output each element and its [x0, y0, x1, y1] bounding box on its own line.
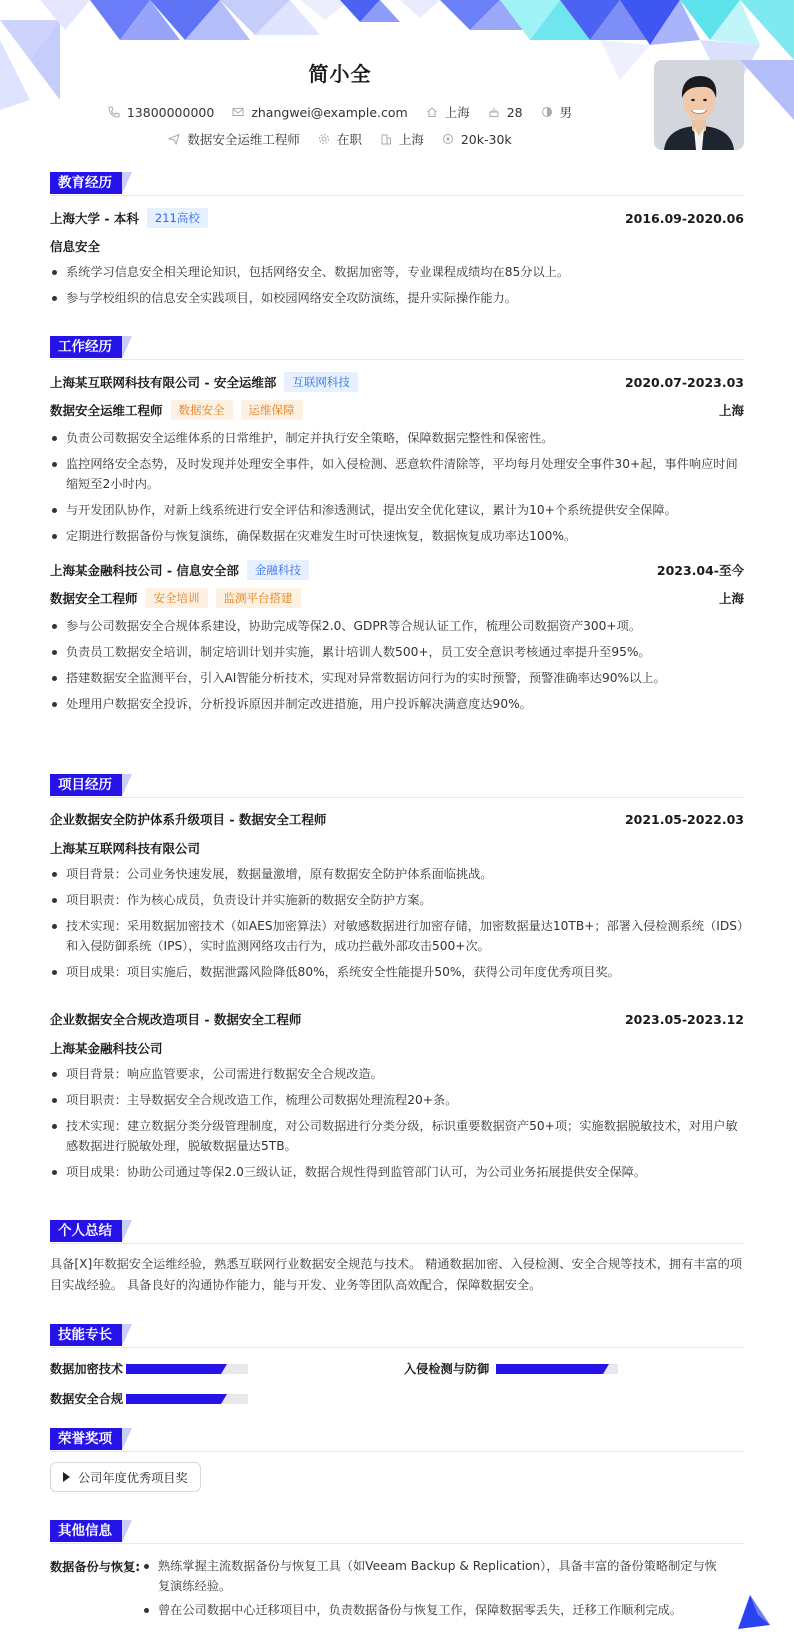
- job-1-date: 2020.07-2023.03: [624, 374, 744, 390]
- skill-item: [50, 1390, 248, 1407]
- skill-fill: [126, 1364, 221, 1374]
- school-name: 上海大学 - 本科: [50, 211, 139, 226]
- list-item: 项目职责：主导数据安全合规改造工作，梳理公司数据处理流程20+条。: [50, 1090, 744, 1110]
- project-2-org: 上海某金融科技公司: [50, 1041, 163, 1056]
- status-text: 在职: [336, 132, 362, 147]
- work-header: [50, 334, 744, 360]
- list-item: 项目职责：作为核心成员，负责设计并实施新的数据安全防护方案。: [50, 890, 744, 910]
- education-date: 2016.09-2020.06: [624, 210, 744, 226]
- skills-header: [50, 1322, 744, 1348]
- job-2-tag-1: 安全培训: [146, 588, 208, 608]
- other-header: [50, 1518, 744, 1544]
- skill-fill: [126, 1394, 221, 1404]
- list-item: 技术实现：建立数据分类分级管理制度，对公司数据进行分类分级，标识重要数据资产50+项；实施数据脱敏技术，对用户敏感数据进行脱敏处理，脱敏数据量达5TB。: [50, 1116, 744, 1156]
- skills-title: 技能专长: [50, 1324, 122, 1346]
- list-item: 项目背景：公司业务快速发展，数据量激增，原有数据安全防护体系面临挑战。: [50, 864, 744, 884]
- job-2-tag-2: 监测平台搭建: [216, 588, 301, 608]
- skill-label: 数据加密技术: [50, 1362, 124, 1376]
- job-2-company-tag: 金融科技: [247, 560, 309, 580]
- summary-header: [50, 1218, 744, 1244]
- email-item: [232, 105, 407, 120]
- list-item: 负责公司数据安全运维体系的日常维护，制定并执行安全策略，保障数据完整性和保密性。: [50, 428, 744, 448]
- phone-item: [108, 105, 214, 120]
- other-bullets: [142, 1556, 722, 1624]
- work-section: [50, 334, 744, 711]
- list-item: 处理用户数据安全投诉，分析投诉原因并制定改进措施，用户投诉解决满意度达90%。: [50, 694, 744, 714]
- gender-item: [541, 103, 573, 121]
- avatar: [654, 60, 744, 150]
- salary-icon: [442, 133, 454, 145]
- job-2-role: 数据安全工程师: [50, 591, 138, 606]
- target-city-item: [380, 130, 424, 148]
- work-title: 工作经历: [50, 336, 122, 358]
- project-1-org: 上海某互联网科技有限公司: [50, 841, 201, 856]
- job-2-date: 2023.04-至今: [656, 563, 744, 578]
- major: 信息安全: [50, 239, 101, 254]
- other-title: 其他信息: [50, 1520, 122, 1542]
- job-intent-row: [0, 130, 680, 148]
- skill-label: 数据安全合规: [50, 1392, 124, 1406]
- job-1-company: 上海某互联网科技有限公司 - 安全运维部: [50, 375, 277, 390]
- target-job-item: [168, 130, 300, 148]
- project-1-name: 企业数据安全防护体系升级项目 - 数据安全工程师: [50, 812, 327, 827]
- skill-bar: [496, 1364, 618, 1374]
- job-1-tag-1: 数据安全: [171, 400, 233, 420]
- skill-bar: [126, 1364, 248, 1374]
- resume-header: [0, 0, 794, 160]
- location-text: 上海: [444, 105, 470, 120]
- age-text: 28: [506, 104, 523, 120]
- email-icon: [232, 106, 244, 118]
- list-item: 参与学校组织的信息安全实践项目，如校园网络安全攻防演练，提升实际操作能力。: [50, 288, 744, 308]
- contact-row: [0, 103, 680, 121]
- phone-text: 13800000000: [126, 104, 215, 120]
- projects-section: [50, 772, 744, 1179]
- cake-icon: [488, 106, 500, 118]
- job-2-role-row: [50, 588, 744, 608]
- job-2-city: 上海: [718, 591, 744, 606]
- project-1-row: [50, 810, 744, 828]
- other-section: [50, 1518, 744, 1617]
- list-item: 项目背景：响应监管要求，公司需进行数据安全合规改造。: [50, 1064, 744, 1084]
- list-item: 曾在公司数据中心迁移项目中，负责数据备份与恢复工作，保障数据零丢失，迁移工作顺利完成。: [142, 1600, 722, 1620]
- email-text: zhangwei@example.com: [251, 104, 408, 120]
- project-2-name: 企业数据安全合规改造项目 - 数据安全工程师: [50, 1012, 302, 1027]
- other-label: 数据备份与恢复:: [50, 1560, 141, 1574]
- major-row: [50, 237, 744, 255]
- gender-icon: [541, 106, 553, 118]
- job-2-bullets: [50, 616, 744, 720]
- school-tag: 211高校: [147, 208, 208, 228]
- education-title: 教育经历: [50, 172, 122, 194]
- project-1-date: 2021.05-2022.03: [624, 811, 744, 827]
- list-item: 参与公司数据安全合规体系建设，协助完成等保2.0、GDPR等合规认证工作，梳理公司数据资产300+项。: [50, 616, 744, 636]
- education-row: [50, 208, 744, 228]
- gender-text: 男: [559, 105, 573, 120]
- list-item: 监控网络安全态势，及时发现并处理安全事件，如入侵检测、恶意软件清除等，平均每月处理安全事件30+起，事件响应时间缩短至2小时内。: [50, 454, 744, 494]
- list-item: 定期进行数据备份与恢复演练，确保数据在灾难发生时可快速恢复，数据恢复成功率达100%。: [50, 526, 744, 546]
- list-item: 项目成果：协助公司通过等保2.0三级认证，数据合规性得到监管部门认可，为公司业务拓展提供安全保障。: [50, 1162, 744, 1182]
- location-item: [426, 103, 470, 121]
- project-2-date: 2023.05-2023.12: [624, 1011, 744, 1027]
- job-1-company-tag: 互联网科技: [284, 372, 358, 392]
- education-bullets: [50, 262, 744, 314]
- awards-section: [50, 1426, 744, 1485]
- job-1-row: [50, 372, 744, 392]
- skill-fill: [496, 1364, 603, 1374]
- list-item: 与开发团队协作，对新上线系统进行安全评估和渗透测试，提出安全优化建议，累计为10+个系统提供安全保障。: [50, 500, 744, 520]
- projects-header: [50, 772, 744, 798]
- job-1-bullets: [50, 428, 744, 552]
- list-item: 系统学习信息安全相关理论知识，包括网络安全、数据加密等，专业课程成绩均在85分以上。: [50, 262, 744, 282]
- skills-section: [50, 1322, 744, 1406]
- skill-item: [50, 1360, 248, 1377]
- summary-title: 个人总结: [50, 1220, 122, 1242]
- projects-title: 项目经历: [50, 774, 122, 796]
- education-section: [50, 170, 744, 305]
- phone-icon: [108, 106, 120, 118]
- project-1-bullets: [50, 864, 744, 988]
- skill-item: [404, 1360, 618, 1377]
- job-1-tag-2: 运维保障: [241, 400, 303, 420]
- list-item: 技术实现：采用数据加密技术（如AES加密算法）对敏感数据进行加密存储，加密数据量达10TB+；部署入侵检测系统（IDS）和入侵防御系统（IPS），实时监测网络攻击行为，成功拦截外部攻击500+次。: [50, 916, 744, 956]
- list-item: 项目成果：项目实施后，数据泄露风险降低80%，系统安全性能提升50%，获得公司年度优秀项目奖。: [50, 962, 744, 982]
- building-icon: [380, 133, 392, 145]
- send-icon: [168, 133, 180, 145]
- age-item: [488, 105, 523, 120]
- job-2-row: [50, 560, 744, 580]
- project-1-org-row: [50, 839, 744, 857]
- job-1-role: 数据安全运维工程师: [50, 403, 163, 418]
- skill-label: 入侵检测与防御: [404, 1362, 490, 1376]
- summary-section: [50, 1218, 744, 1292]
- job-1-city: 上海: [718, 403, 744, 418]
- skill-bar: [126, 1394, 248, 1404]
- play-icon: [63, 1472, 70, 1482]
- awards-title: 荣誉奖项: [50, 1428, 122, 1450]
- corner-logo-icon: [736, 1593, 776, 1633]
- project-2-bullets: [50, 1064, 744, 1188]
- home-icon: [426, 106, 438, 118]
- list-item: 负责员工数据安全培训，制定培训计划并实施，累计培训人数500+，员工安全意识考核通过率提升至95%。: [50, 642, 744, 662]
- status-icon: [318, 133, 330, 145]
- award-label: 公司年度优秀项目奖: [78, 1470, 188, 1485]
- project-2-row: [50, 1010, 744, 1028]
- candidate-name: 简小全: [308, 62, 372, 86]
- target-job-text: 数据安全运维工程师: [187, 132, 300, 147]
- job-1-role-row: [50, 400, 744, 420]
- education-header: [50, 170, 744, 196]
- salary-text: 20k-30k: [460, 131, 512, 147]
- award-badge: [50, 1462, 201, 1492]
- salary-item: [442, 132, 512, 147]
- target-city-text: 上海: [398, 132, 424, 147]
- job-2-company: 上海某金融科技公司 - 信息安全部: [50, 563, 239, 578]
- list-item: 熟练掌握主流数据备份与恢复工具（如Veeam Backup & Replication），具备丰富的备份策略制定与恢复演练经验。: [142, 1556, 722, 1596]
- list-item: 搭建数据安全监测平台，引入AI智能分析技术，实现对异常数据访问行为的实时预警，预警准确率达90%以上。: [50, 668, 744, 688]
- project-2-org-row: [50, 1039, 744, 1057]
- awards-header: [50, 1426, 744, 1452]
- status-item: [318, 130, 362, 148]
- summary-text: 具备[X]年数据安全运维经验，熟悉互联网行业数据安全规范与技术。 精通数据加密、入侵检测、安全合规等技术，拥有丰富的项目实战经验。 具备良好的沟通协作能力，能与开发、业务等团队高效配合，保障数据安全。: [50, 1257, 743, 1292]
